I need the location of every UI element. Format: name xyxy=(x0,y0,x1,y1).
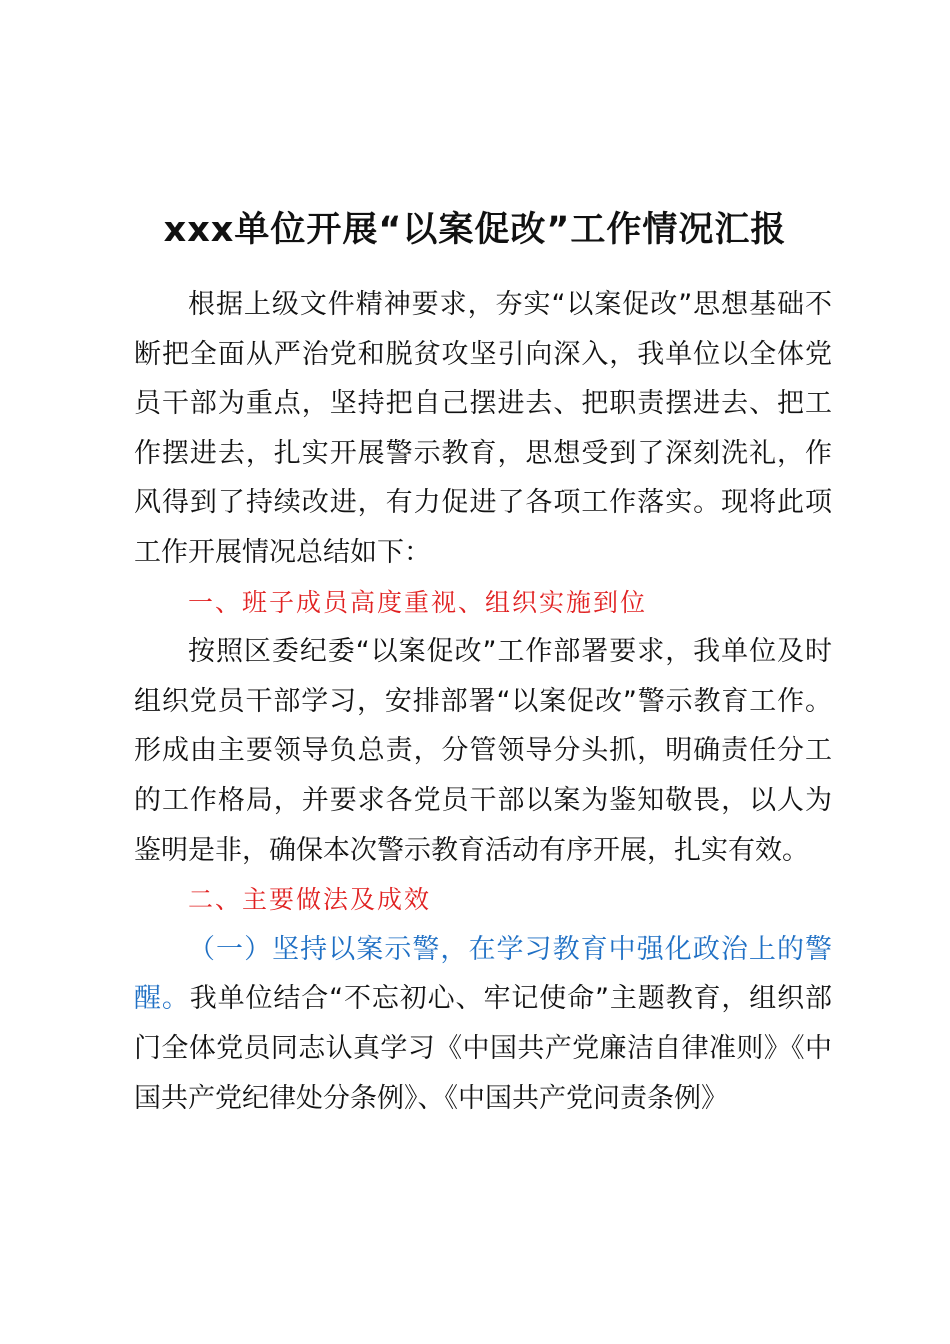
subsection-1-text: 我单位结合“不忘初心、牢记使命”主题教育，组织部门全体党员同志认真学习《中国共产党廉洁自律准则》《中国共产党纪律处分条例》、《中国共产党问责条例》 xyxy=(134,983,832,1114)
section-2-subsection-1 xyxy=(134,925,832,1123)
section-1-paragraph: 按照区委纪委“以案促改”工作部署要求，我单位及时组织党员干部学习，安排部署“以案促改”警示教育工作。形成由主要领导负总责，分管领导分头抓，明确责任分工的工作格局，并要求各党员干部以案为鉴知敬畏，以人为鉴明是非，确保本次警示教育活动有序开展，扎实有效。 xyxy=(134,636,832,866)
section-2-heading: 二、主要做法及成效 xyxy=(188,885,432,915)
section-1-heading: 一、班子成员高度重视、组织实施到位 xyxy=(188,587,648,617)
subsection-1-heading: （一）坚持以案示警，在学习教育中强化政治上的警醒。 xyxy=(134,933,832,1015)
document-title: xxx单位开展“以案促改”工作情况汇报 xyxy=(163,210,787,250)
document-body xyxy=(134,280,832,1123)
intro-paragraph: 根据上级文件精神要求，夯实“以案促改”思想基础不断把全面从严治党和脱贫攻坚引向深入，我单位以全体党员干部为重点，坚持把自己摆进去、把职责摆进去、把工作摆进去，扎实开展警示教育，思想受到了深刻洗礼，作风得到了持续改进，有力促进了各项工作落实。现将此项工作开展情况总结如下： xyxy=(134,289,832,568)
